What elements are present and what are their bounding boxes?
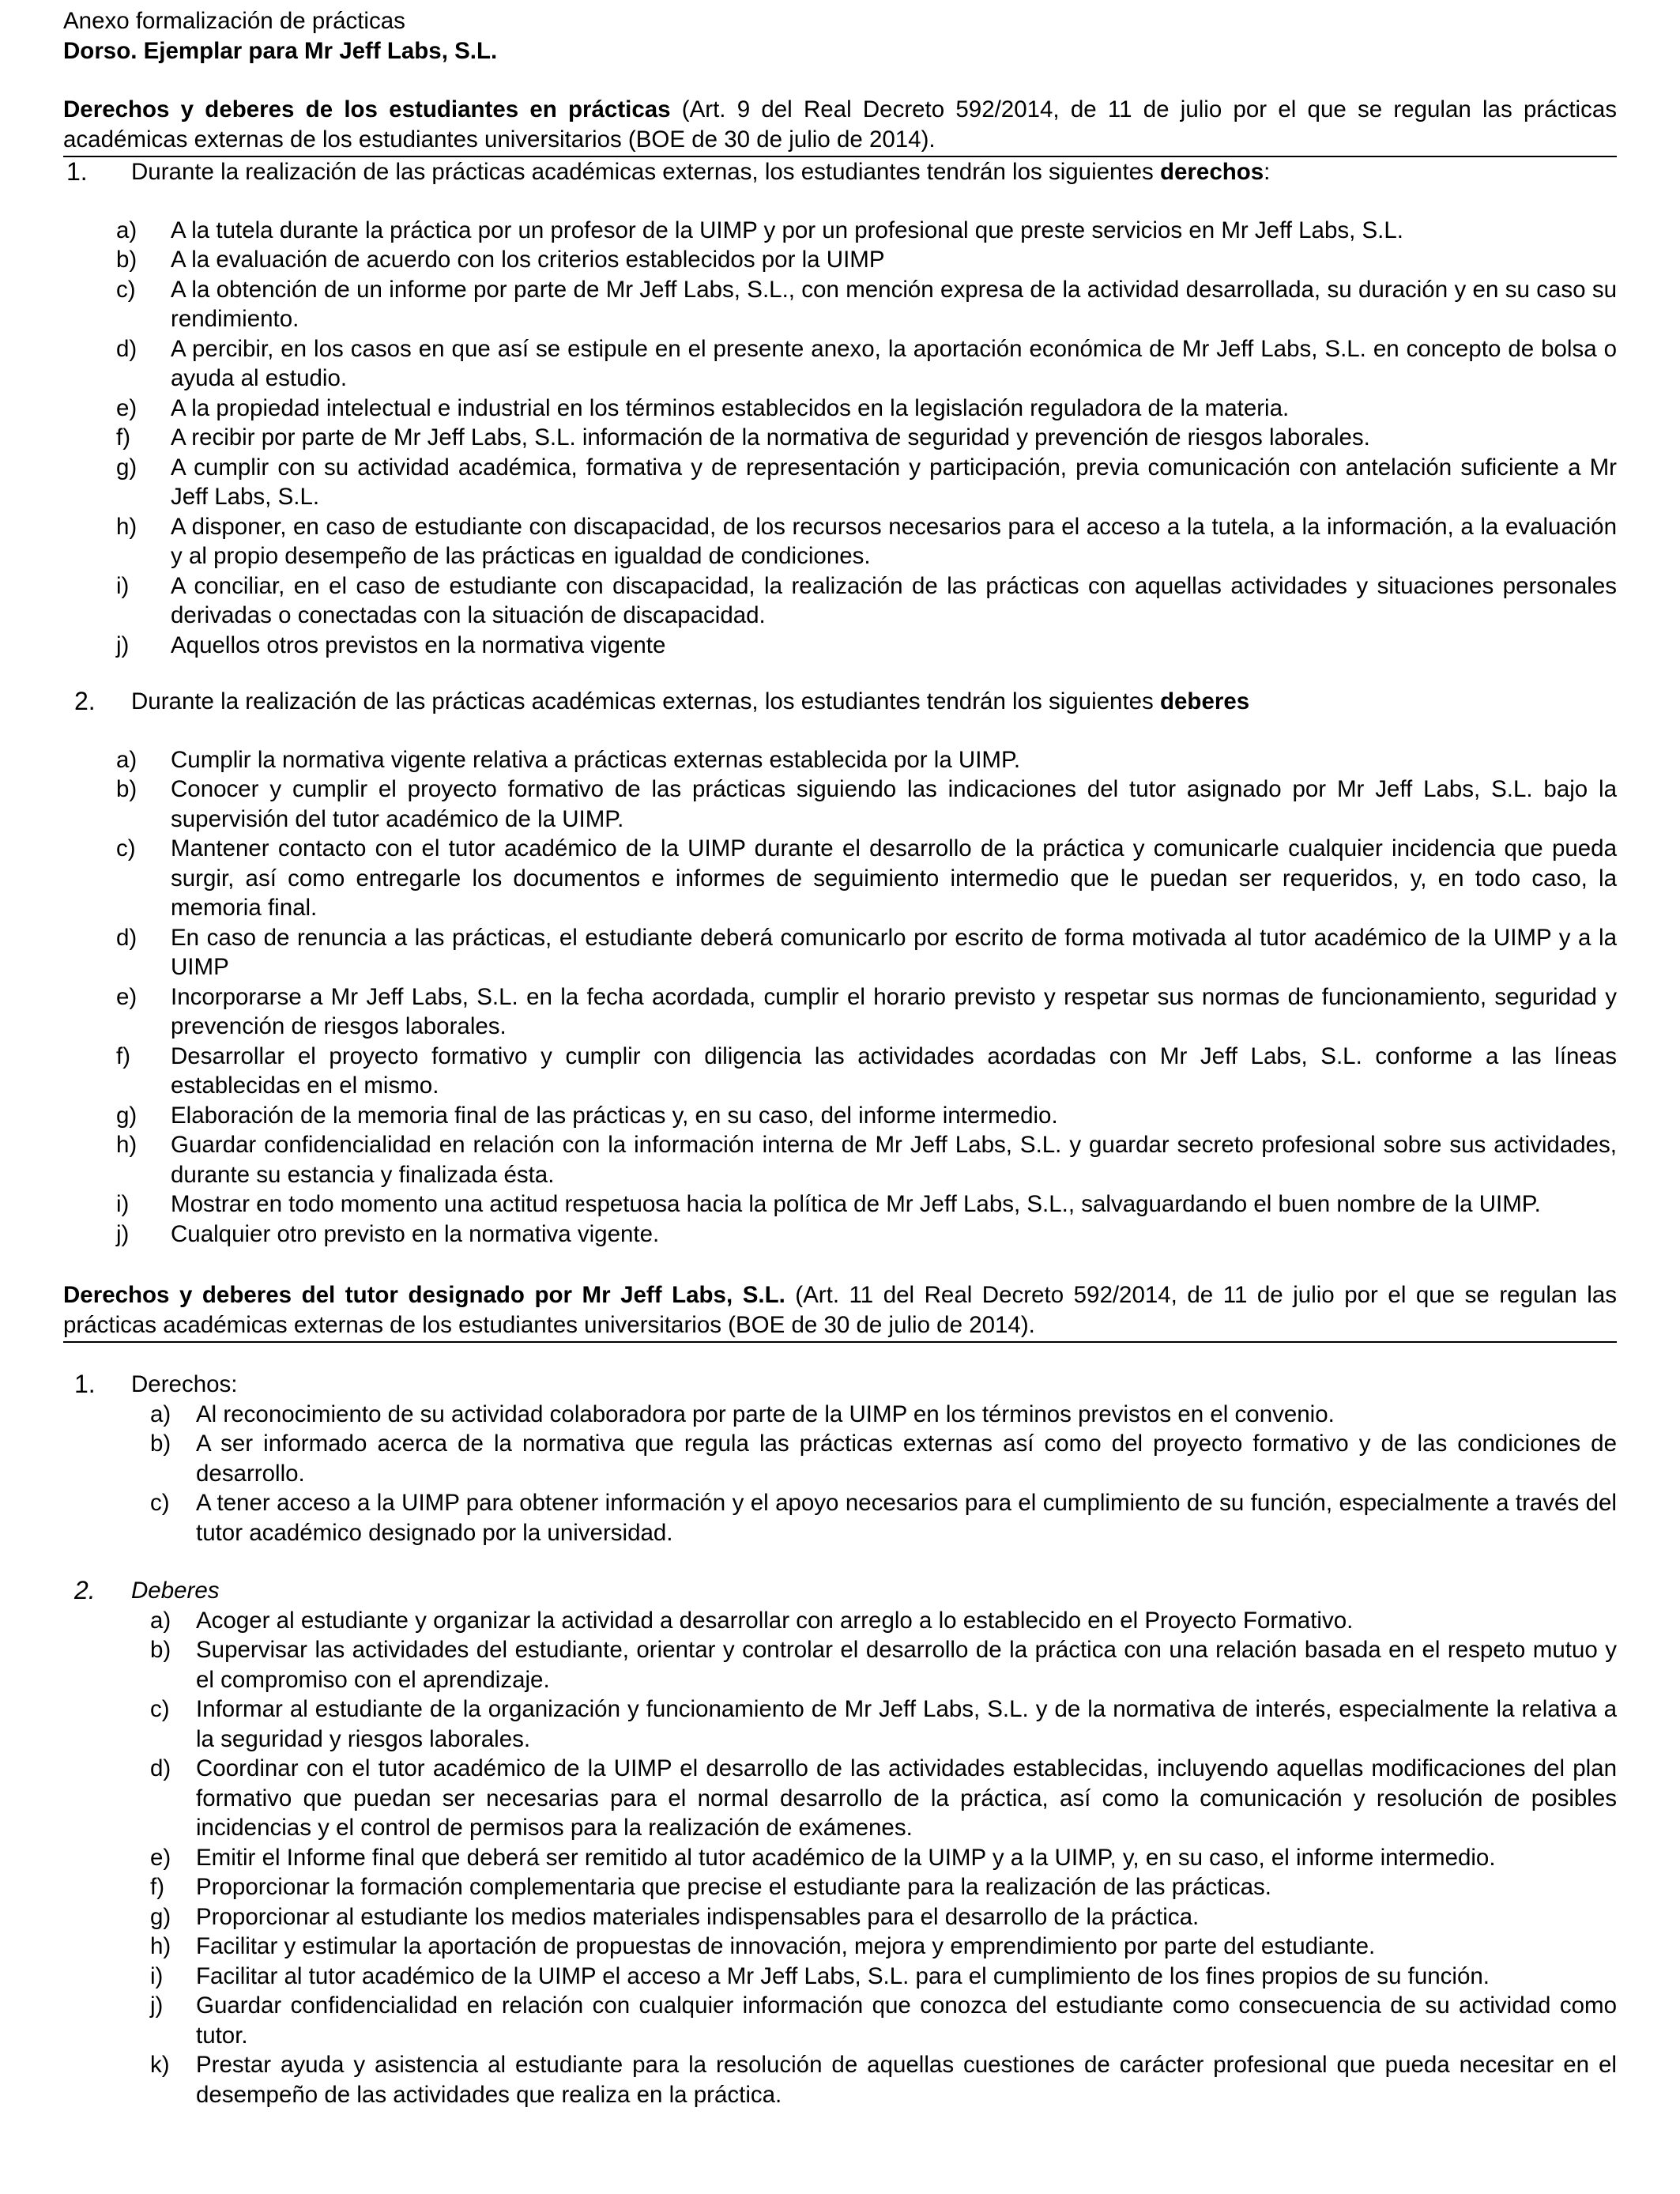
list-item — [63, 453, 1617, 512]
list-item — [63, 982, 1617, 1042]
list-item — [63, 571, 1617, 631]
student-section-title-bold: Derechos y deberes de los estudiantes en prácticas — [63, 96, 671, 123]
item-text: Mostrar en todo momento una actitud respetuosa hacia la política de Mr Jeff Labs, S.L., salvaguardando el buen nombre de la UIMP. — [171, 1191, 1541, 1217]
heading-text — [131, 687, 1249, 717]
tutor-section-title — [63, 1280, 1617, 1340]
list-item — [63, 1488, 1617, 1547]
item-letter: a) — [116, 746, 137, 773]
item-text: A recibir por parte de Mr Jeff Labs, S.L. información de la normativa de seguridad y prevención de riesgos laborales. — [171, 424, 1370, 450]
item-text: Proporcionar al estudiante los medios materiales indispensables para el desarrollo de la práctica. — [196, 1903, 1200, 1930]
item-letter: a) — [150, 1400, 171, 1427]
list-item — [63, 1101, 1617, 1131]
list-item — [63, 245, 1617, 275]
item-text: Cualquier otro previsto en la normativa vigente. — [171, 1220, 660, 1247]
item-text: A tener acceso a la UIMP para obtener información y el apoyo necesarios para el cumplimiento de su función, especialmente a través del tutor académico designado por la universidad. — [196, 1490, 1617, 1546]
item-letter: i) — [150, 1962, 164, 1989]
item-text: A la tutela durante la práctica por un profesor de la UIMP y por un profesional que preste servicios en Mr Jeff Labs, S.L. — [171, 217, 1403, 243]
item-letter: a) — [150, 1607, 171, 1634]
list-item — [63, 2050, 1617, 2109]
tutor-rights-list — [63, 1400, 1617, 1548]
item-text: Guardar confidencialidad en relación con cualquier información que conozca del estudiante como consecuencia de su actividad como tutor. — [196, 1992, 1617, 2049]
item-letter: a) — [116, 217, 137, 243]
heading-tail: : — [1264, 159, 1271, 185]
item-text: Mantener contacto con el tutor académico de la UIMP durante el desarrollo de la práctica y comunicarle cualquier incidencia que pueda surgir, así como entregarle los documentos e informes de seguimiento intermedio que le puedan ser requeridos, y, en todo caso, la memoria final. — [171, 835, 1617, 921]
list-item — [63, 1189, 1617, 1220]
item-text: Aquellos otros previstos en la normativa vigente — [171, 631, 666, 658]
item-text: Proporcionar la formación complementaria que precise el estudiante para la realización de las prácticas. — [196, 1874, 1271, 1900]
item-text: A la evaluación de acuerdo con los criterios establecidos por la UIMP — [171, 247, 885, 273]
tutor-duties-heading — [63, 1576, 1617, 1606]
student-section-title-rest: (Art. 9 del Real Decreto 592/2014, de 11 de julio por el que se regulan las prácticas académicas externas de los estudiantes universitarios (BOE de 30 de julio de 2014). — [63, 96, 1617, 153]
item-text: Elaboración de la memoria final de las prácticas y, en su caso, del informe intermedio. — [171, 1102, 1058, 1129]
list-item — [63, 745, 1617, 775]
heading-number: 2. — [74, 1576, 96, 1604]
heading-keyword: derechos — [1160, 159, 1264, 185]
list-item — [63, 1991, 1617, 2050]
item-letter: b) — [116, 776, 137, 802]
item-letter: k) — [150, 2052, 170, 2078]
item-letter: g) — [116, 1102, 137, 1129]
item-letter: f) — [116, 424, 131, 450]
item-text: Al reconocimiento de su actividad colaboradora por parte de la UIMP en los términos previstos en el convenio. — [196, 1400, 1335, 1427]
item-text: Desarrollar el proyecto formativo y cumplir con diligencia las actividades acordadas con Mr Jeff Labs, S.L. conforme a las líneas establecidas en el mismo. — [171, 1042, 1617, 1099]
list-item — [63, 1754, 1617, 1843]
item-text: A la obtención de un informe por parte de Mr Jeff Labs, S.L., con mención expresa de la actividad desarrollada, su duración y en su caso su rendimiento. — [171, 276, 1617, 332]
tutor-rights-heading — [63, 1370, 1617, 1400]
list-item — [63, 216, 1617, 246]
item-text: Facilitar y estimular la aportación de propuestas de innovación, mejora y emprendimiento por parte del estudiante. — [196, 1933, 1376, 1959]
item-text: A disponer, en caso de estudiante con discapacidad, de los recursos necesarios para el acceso a la tutela, a la información, a la evaluación y al propio desempeño de las prácticas en igualdad de condiciones. — [171, 513, 1617, 569]
item-letter: h) — [150, 1933, 171, 1959]
list-item — [63, 1872, 1617, 1902]
heading-number: 1. — [74, 1370, 96, 1398]
document-page — [63, 6, 1617, 2109]
list-item — [63, 1606, 1617, 1636]
list-item — [63, 1843, 1617, 1873]
item-text: Coordinar con el tutor académico de la UIMP el desarrollo de las actividades establecidas, incluyendo aquellas modificaciones del plan formativo que puedan ser necesarias para el normal desarrollo de la práctica, así como la comunicación y resolución de posibles incidencias y el control de permisos para la realización de exámenes. — [196, 1755, 1617, 1841]
list-item — [63, 512, 1617, 571]
item-letter: e) — [116, 983, 137, 1010]
heading-number: 1. — [66, 157, 88, 186]
list-item — [63, 1932, 1617, 1962]
list-item — [63, 923, 1617, 982]
student-duties-list — [63, 745, 1617, 1250]
list-item — [63, 394, 1617, 424]
list-item — [63, 1695, 1617, 1754]
list-item — [63, 275, 1617, 334]
item-text: A percibir, en los casos en que así se estipule en el presente anexo, la aportación económica de Mr Jeff Labs, S.L. en concepto de bolsa o ayuda al estudio. — [171, 335, 1617, 391]
list-item — [63, 423, 1617, 453]
item-text: Supervisar las actividades del estudiante, orientar y controlar el desarrollo de la práctica con una relación basada en el respeto mutuo y el compromiso con el aprendizaje. — [196, 1637, 1617, 1693]
student-duties-heading — [63, 687, 1617, 717]
heading-number: 2. — [74, 687, 96, 715]
item-text: En caso de renuncia a las prácticas, el estudiante deberá comunicarlo por escrito de forma motivada al tutor académico de la UIMP y a la UIMP — [171, 924, 1617, 980]
list-item — [63, 631, 1617, 661]
list-item — [63, 1130, 1617, 1189]
item-text: Incorporarse a Mr Jeff Labs, S.L. en la fecha acordada, cumplir el horario previsto y respetar sus normas de funcionamiento, seguridad y prevención de riesgos laborales. — [171, 983, 1617, 1039]
item-letter: i) — [116, 1191, 130, 1217]
list-item — [63, 1429, 1617, 1488]
item-letter: j) — [116, 1220, 130, 1247]
heading-keyword: deberes — [1160, 688, 1250, 714]
list-item — [63, 1220, 1617, 1250]
list-item — [63, 1042, 1617, 1101]
item-letter: f) — [116, 1042, 131, 1069]
item-letter: b) — [150, 1431, 171, 1457]
item-text: Guardar confidencialidad en relación con la información interna de Mr Jeff Labs, S.L. y guardar secreto profesional sobre sus actividades, durante su estancia y finalizada ésta. — [171, 1132, 1617, 1188]
item-text: A conciliar, en el caso de estudiante con discapacidad, la realización de las prácticas con aquellas actividades y situaciones personales derivadas o conectadas con la situación de discapacidad. — [171, 572, 1617, 628]
item-letter: c) — [116, 276, 136, 303]
item-letter: h) — [116, 1132, 137, 1158]
tutor-section-title-bold: Derechos y deberes del tutor designado por Mr Jeff Labs, S.L. — [63, 1282, 785, 1308]
heading-text — [131, 157, 1270, 187]
list-item — [63, 1902, 1617, 1932]
item-letter: j) — [116, 631, 130, 658]
item-text: Emitir el Informe final que deberá ser remitido al tutor académico de la UIMP y a la UIMP, y, en su caso, el informe intermedio. — [196, 1844, 1496, 1871]
item-letter: d) — [116, 335, 137, 362]
item-letter: h) — [116, 513, 137, 540]
item-letter: b) — [150, 1637, 171, 1663]
annex-title: Anexo formalización de prácticas — [63, 8, 405, 34]
item-letter: i) — [116, 572, 130, 599]
list-item — [63, 1635, 1617, 1695]
heading-intro: Durante la realización de las prácticas académicas externas, los estudiantes tendrán los siguientes — [131, 688, 1160, 714]
item-text: Acoger al estudiante y organizar la actividad a desarrollar con arreglo a lo establecido en el Proyecto Formativo. — [196, 1607, 1354, 1634]
list-item — [63, 834, 1617, 923]
list-item — [63, 334, 1617, 394]
item-letter: d) — [116, 924, 137, 951]
item-text: Facilitar al tutor académico de la UIMP el acceso a Mr Jeff Labs, S.L. para el cumplimiento de los fines propios de su función. — [196, 1962, 1490, 1989]
item-letter: e) — [150, 1844, 171, 1871]
heading-text: Deberes — [131, 1578, 220, 1604]
item-text: A ser informado acerca de la normativa que regula las prácticas externas así como del proyecto formativo y de las condiciones de desarrollo. — [196, 1431, 1617, 1487]
student-rights-heading — [63, 157, 1617, 187]
item-letter: e) — [116, 394, 137, 421]
heading-intro: Durante la realización de las prácticas académicas externas, los estudiantes tendrán los siguientes — [131, 159, 1160, 185]
item-letter: c) — [150, 1696, 170, 1722]
student-rights-list — [63, 216, 1617, 661]
list-item — [63, 1400, 1617, 1430]
tutor-duties-list — [63, 1606, 1617, 2110]
item-letter: c) — [150, 1490, 170, 1516]
item-text: Conocer y cumplir el proyecto formativo de las prácticas siguiendo las indicaciones del tutor asignado por Mr Jeff Labs, S.L. bajo la supervisión del tutor académico de la UIMP. — [171, 776, 1617, 832]
item-text: A cumplir con su actividad académica, formativa y de representación y participación, previa comunicación con antelación suficiente a Mr Jeff Labs, S.L. — [171, 454, 1617, 510]
copy-label: Dorso. Ejemplar para Mr Jeff Labs, S.L. — [63, 37, 498, 64]
list-item — [63, 1962, 1617, 1992]
item-text: Informar al estudiante de la organización y funcionamiento de Mr Jeff Labs, S.L. y de la normativa de interés, especialmente la relativa a la seguridad y riesgos laborales. — [196, 1696, 1617, 1752]
item-letter: g) — [116, 454, 137, 481]
item-letter: b) — [116, 247, 137, 273]
item-text: Cumplir la normativa vigente relativa a prácticas externas establecida por la UIMP. — [171, 746, 1021, 773]
student-section-title — [63, 95, 1617, 154]
item-letter: g) — [150, 1903, 171, 1930]
item-text: Prestar ayuda y asistencia al estudiante para la resolución de aquellas cuestiones de carácter profesional que pueda necesitar en el desempeño de las actividades que realiza en la práctica. — [196, 2052, 1617, 2108]
list-item — [63, 775, 1617, 834]
item-letter: f) — [150, 1874, 165, 1900]
item-letter: c) — [116, 835, 136, 861]
item-text: A la propiedad intelectual e industrial en los términos establecidos en la legislación reguladora de la materia. — [171, 394, 1290, 421]
item-letter: j) — [150, 1992, 164, 2019]
item-letter: d) — [150, 1755, 171, 1781]
heading-text: Derechos: — [131, 1371, 238, 1397]
tutor-section-title-rest: (Art. 11 del Real Decreto 592/2014, de 11 de julio por el que se regulan las prácticas académicas externas de los estudiantes universitarios (BOE de 30 de julio de 2014). — [63, 1282, 1617, 1338]
